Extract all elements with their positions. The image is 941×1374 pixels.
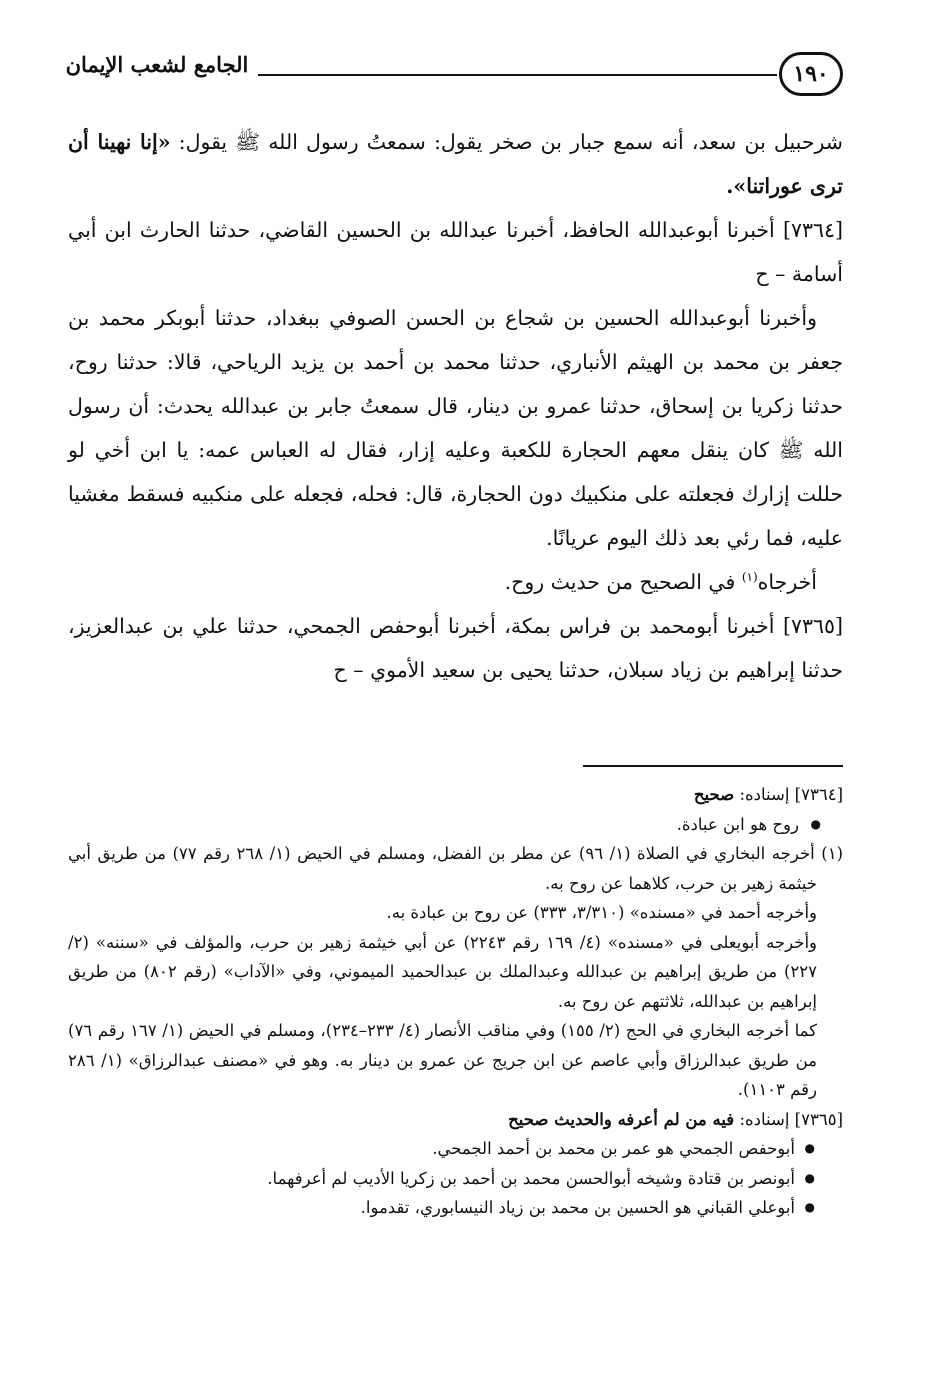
note-bullet: ● أبونصر بن قتادة وشيخه أبوالحسن محمد بن أحمد بن زكريا الأديب لم أعرفهما. [68,1164,843,1194]
hadith-quote: «إنا نهينا أن ترى عوراتنا». [68,130,843,198]
hadith-7365 [68,604,843,692]
paragraph-intro [68,120,843,208]
footnote-ref: (١) [741,570,758,585]
note-number: [٧٣٦٥] إسناده: [739,1109,843,1129]
footnote-rule [583,765,843,767]
takhrij-rest: في الصحيح من حديث روح. [504,570,742,594]
intro-text: شرحبيل بن سعد، أنه سمع جبار بن صخر يقول: سمعتُ رسول الله ﷺ يقول: [178,130,843,154]
footnote-1-line: وأخرجه أبويعلى في «مسنده» (٤/ ١٦٩ رقم ٢٢٤٣) عن أبي خيثمة زهير بن حرب، والمؤلف في «سننه» (٢/ ٢٢٧) من طريق إبراهيم بن عبدالله وعبدالملك بن عبدالحميد الميموني، وفي «الآداب» (رقم ٨٠٢) من طريق إبراهيم بن عبدالله، ثلاثتهم عن روح به. [68,932,818,1011]
header-rule [258,74,777,76]
note-bullet: ● روح هو ابن عبادة. [68,810,843,840]
hadith-number: [٧٣٦٤] [782,218,843,242]
isnad-grade: صحيح [693,785,735,804]
hadith-isnad: أخبرنا أبومحمد بن فراس بمكة، أخبرنا أبوحفص الجمحي، حدثنا علي بن عبدالعزيز، حدثنا إبراهيم بن زياد سبلان، حدثنا يحيى بن سعيد الأموي – ح [68,614,843,682]
note-7364-head [68,780,843,810]
main-text [68,120,843,692]
footnote-1-line: كما أخرجه البخاري في الحج (٢/ ١٥٥) وفي مناقب الأنصار (٤/ ٢٣٣–٢٣٤)، ومسلم في الحيض (١/ ١٦٧ رقم ٧٦) من طريق عبدالرزاق وأبي عاصم عن ابن جريج عن عمرو بن دينار به. وهو في «مصنف عبدالرزاق» (١/ ٢٨٦ رقم ١١٠٣). [68,1021,818,1099]
isnad-grade: فيه من لم أعرفه والحديث صحيح [508,1109,735,1129]
takhrij-word: أخرجاه [757,570,817,594]
hadith-body: وأخبرنا أبوعبدالله الحسين بن شجاع بن الحسن الصوفي ببغداد، حدثنا أبوبكر محمد بن جعفر بن محمد بن الهيثم الأنباري، حدثنا محمد بن أحمد بن يزيد الرياحي، قالا: حدثنا روح، حدثنا زكريا بن إسحاق، حدثنا عمرو بن دينار، قال سمعتُ جابر بن عبدالله يحدث: أن رسول الله ﷺ كان ينقل معهم الحجارة للكعبة وعليه إزار، فقال له العباس عمه: يا ابن أخي لو حللت إزارك فجعلته على منكبيك دون الحجارة، قال: فحله، فجعله على منكبيه فسقط مغشيا عليه، فما رئي بعد ذلك اليوم عريانًا. [68,306,843,550]
hadith-number: [٧٣٦٥] [782,614,843,638]
page-number: ١٩٠ [779,52,843,96]
note-bullet: ● أبوعلي القباني هو الحسين بن محمد بن زياد النيسابوري، تقدموا. [68,1193,843,1223]
footnote-1: (١) أخرجه البخاري في الصلاة (١/ ٩٦) عن مطر بن الفضل، ومسلم في الحيض (١/ ٢٦٨ رقم ٧٧) من طريق أبي خيثمة زهير بن حرب، كلاهما عن روح به. [68,844,843,893]
footnote-1-line: وأخرجه أحمد في «مسنده» (٣/٣١٠، ٣٣٣) عن روح بن عبادة به. [386,903,817,922]
note-number: [٧٣٦٤] إسناده: [739,785,843,804]
hadith-7364 [68,208,843,296]
takhrij-line [68,560,843,604]
footnotes [68,780,843,1223]
hadith-isnad: أخبرنا أبوعبدالله الحافظ، أخبرنا عبدالله بن الحسين القاضي، حدثنا الحارث ابن أبي أسامة – ح [68,218,843,286]
note-bullet: ● أبوحفص الجمحي هو عمر بن محمد بن أحمد الجمحي. [68,1134,843,1164]
running-title: الجامع لشعب الإيمان [65,52,249,77]
note-7365-head [68,1105,843,1135]
